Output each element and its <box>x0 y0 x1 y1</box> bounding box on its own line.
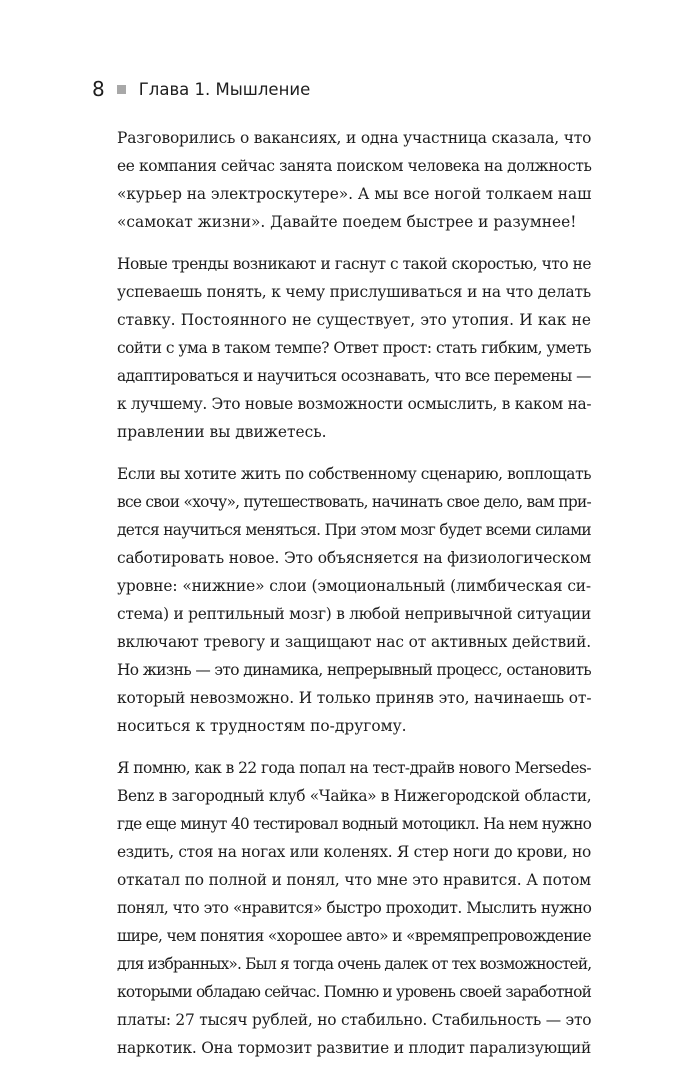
text-line: «курьер на электроскутере». А мы все ногой толкаем наш <box>117 185 592 203</box>
running-head <box>92 74 310 104</box>
text-line: шире, чем понятия «хорошее авто» и «времяпрепровождение <box>117 927 591 945</box>
text-line: Если вы хотите жить по собственному сценарию, воплощать <box>117 465 592 483</box>
text-line: Разговорились о вакансиях, и одна участница сказала, что <box>117 129 592 147</box>
text-line: саботировать новое. Это объясняется на физиологическом <box>117 549 591 567</box>
body-text <box>117 124 591 1076</box>
text-line: которыми обладаю сейчас. Помню и уровень своей заработной <box>117 983 592 1001</box>
text-line: понял, что это «нравится» быстро проходит. Мыслить нужно <box>117 899 592 917</box>
text-line: наркотик. Она тормозит развитие и плодит парализующий <box>117 1039 592 1057</box>
paragraph <box>117 754 591 1062</box>
square-bullet-icon <box>117 85 126 94</box>
text-line: дется научиться меняться. При этом мозг будет всеми силами <box>117 521 591 539</box>
text-line: платы: 27 тысяч рублей, но стабильно. Стабильность — это <box>117 1011 592 1029</box>
text-line: Я помню, как в 22 года попал на тест-драйв нового Mersedes- <box>117 759 591 777</box>
text-line: который невозможно. И только приняв это, начинаешь от- <box>117 689 592 707</box>
text-line: где еще минут 40 тестировал водный мотоцикл. На нем нужно <box>117 815 592 833</box>
text-line: все свои «хочу», путешествовать, начинать свое дело, вам при- <box>117 493 592 511</box>
text-line: Benz в загородный клуб «Чайка» в Нижегородской области, <box>117 787 592 805</box>
text-line: Но жизнь — это динамика, непрерывный процесс, остановить <box>117 661 591 679</box>
paragraph <box>117 460 591 740</box>
text-line: ее компания сейчас занята поиском человека на должность <box>117 157 592 175</box>
page-number: 8 <box>92 77 105 101</box>
text-line: для избранных». Был я тогда очень далек от тех возможностей, <box>117 955 592 973</box>
text-line: к лучшему. Это новые возможности осмыслить, в каком на- <box>117 395 592 413</box>
text-line: стема) и рептильный мозг) в любой непривычной ситуации <box>117 605 591 623</box>
paragraph <box>117 250 591 446</box>
text-line: «самокат жизни». Давайте поедем быстрее и разумнее! <box>117 213 577 231</box>
text-line: Новые тренды возникают и гаснут с такой скоростью, что не <box>117 255 591 273</box>
text-line: ставку. Постоянного не существует, это утопия. И как не <box>117 311 591 329</box>
text-line: сойти с ума в таком темпе? Ответ прост: стать гибким, уметь <box>117 339 591 357</box>
text-line: адаптироваться и научиться осознавать, что все перемены — <box>117 367 591 385</box>
text-line: ездить, стоя на ногах или коленях. Я стер ноги до крови, но <box>117 843 591 861</box>
text-line: включают тревогу и защищают нас от активных действий. <box>117 633 591 651</box>
text-line: носиться к трудностям по-другому. <box>117 717 407 735</box>
text-line: правлении вы движетесь. <box>117 423 327 441</box>
text-line: успеваешь понять, к чему прислушиваться и на что делать <box>117 283 591 301</box>
chapter-title: Глава 1. Мышление <box>138 79 311 99</box>
text-line: откатал по полной и понял, что мне это нравится. А потом <box>117 871 591 889</box>
paragraph <box>117 124 591 236</box>
text-line: уровне: «нижние» слои (эмоциональный (лимбическая си- <box>117 577 591 595</box>
